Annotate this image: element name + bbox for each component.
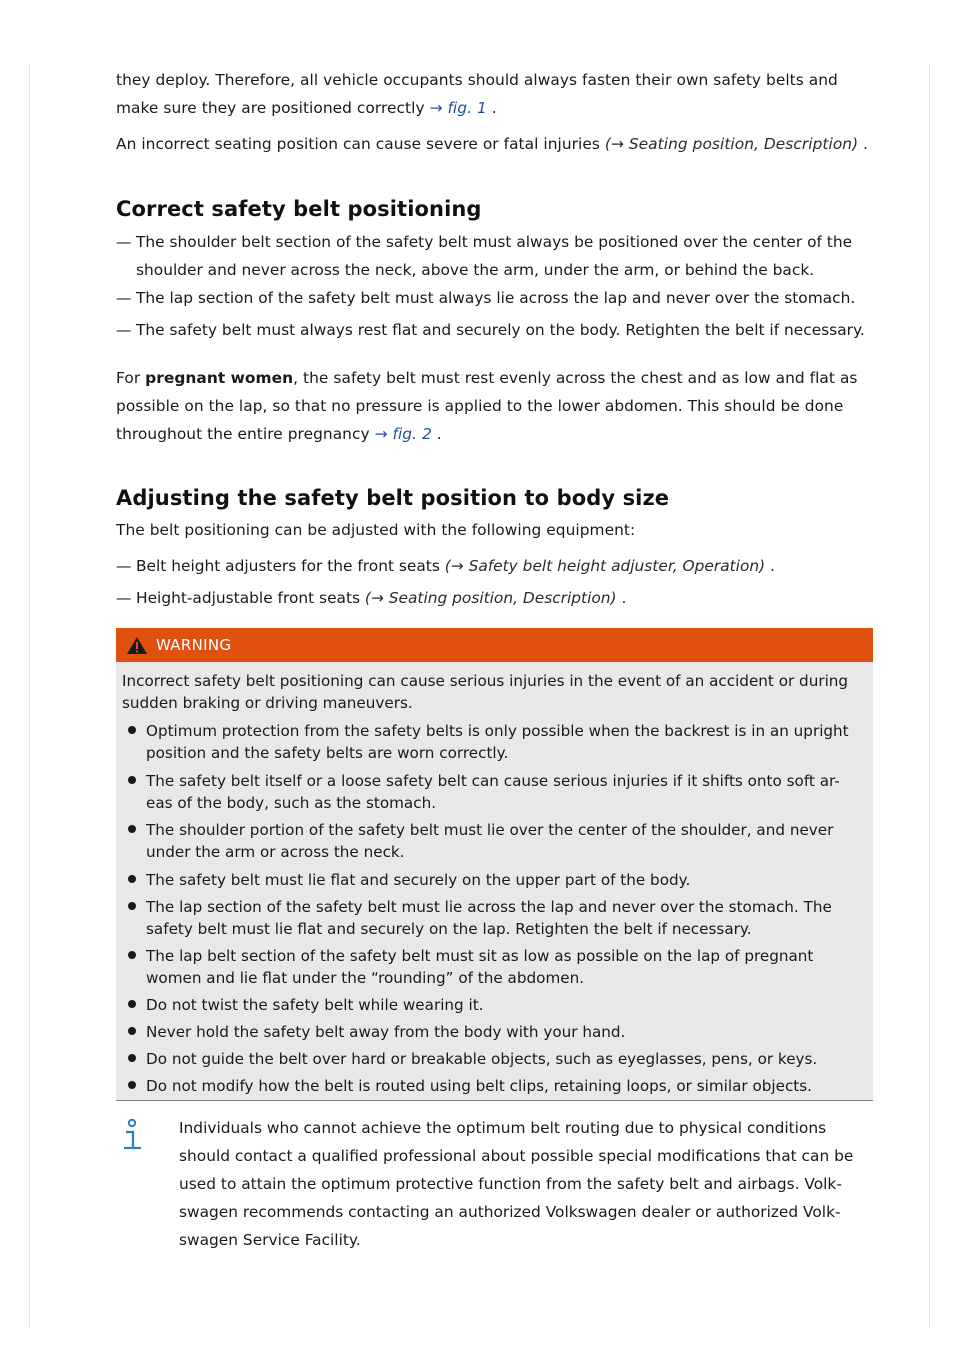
list-item: — The safety belt must always rest flat and securely on the body. Retighten the belt if necessary. bbox=[116, 321, 865, 339]
warning-bullet: The safety belt must lie flat and securely on the upper part of the body. bbox=[128, 869, 690, 891]
fig-1-link[interactable]: → fig. 1 bbox=[429, 99, 487, 117]
warning-bullet: Do not modify how the belt is routed using belt clips, retaining loops, or similar objects. bbox=[128, 1075, 812, 1097]
warning-title: WARNING bbox=[156, 636, 232, 654]
warning-box bbox=[116, 628, 873, 1101]
warning-bullet: Do not twist the safety belt while wearing it. bbox=[128, 994, 484, 1016]
section2-intro: The belt positioning can be adjusted with the following equipment: bbox=[116, 521, 636, 539]
list-item: — The lap section of the safety belt must always lie across the lap and never over the stomach. bbox=[116, 289, 856, 307]
belt-height-adjuster-link[interactable]: (→ Safety belt height adjuster, Operation) bbox=[444, 557, 766, 575]
warning-bullet: The lap belt section of the safety belt must sit as low as possible on the lap of pregnant women and lie flat under the “rounding” of the abdomen. bbox=[128, 945, 813, 989]
intro-line-1: they deploy. Therefore, all vehicle occupants should always fasten their own safety belts and bbox=[116, 71, 838, 89]
intro-line-3: An incorrect seating position can cause severe or fatal injuries (→ Seating position, Description) . bbox=[116, 135, 869, 153]
info-icon bbox=[121, 1118, 143, 1152]
pregnant-para-line-1: For pregnant women, the safety belt must rest evenly across the chest and as low and flat as bbox=[116, 369, 858, 387]
warning-bullet: Optimum protection from the safety belts is only possible when the backrest is in an upright position and the safety belts are worn correctly. bbox=[128, 720, 849, 764]
warning-bullet: The shoulder portion of the safety belt must lie over the center of the shoulder, and never under the arm or across the neck. bbox=[128, 819, 833, 863]
list-item: — Height-adjustable front seats (→ Seating position, Description) . bbox=[116, 589, 627, 607]
warning-intro: Incorrect safety belt positioning can cause serious injuries in the event of an accident or during sudden braking or driving maneuvers. bbox=[122, 672, 849, 712]
pregnant-para-line-3: throughout the entire pregnancy → fig. 2 . bbox=[116, 425, 442, 443]
list-item: — Belt height adjusters for the front seats (→ Safety belt height adjuster, Operation) . bbox=[116, 557, 775, 575]
warning-triangle-icon bbox=[126, 636, 148, 655]
warning-bullet: Do not guide the belt over hard or breakable objects, such as eyeglasses, pens, or keys. bbox=[128, 1048, 817, 1070]
section-heading-correct-positioning: Correct safety belt positioning bbox=[116, 197, 482, 221]
seating-position-link[interactable]: (→ Seating position, Description) bbox=[604, 135, 859, 153]
page-right-rule bbox=[929, 64, 930, 1328]
section-heading-adjusting: Adjusting the safety belt position to body size bbox=[116, 486, 670, 510]
list-item: — The shoulder belt section of the safety belt must always be positioned over the center of the shoulder and never across the neck, above the arm, under the arm, or behind the back. bbox=[116, 233, 853, 279]
pregnant-para-line-2: possible on the lap, so that no pressure is applied to the lower abdomen. This should be done bbox=[116, 397, 844, 415]
info-note: Individuals who cannot achieve the optimum belt routing due to physical conditions should contact a qualified professional about possible special modifications that can be used to attain the optimum protective function from the safety belt and airbags. Volk- swagen recommends contacting an authorized Volkswagen dealer or authorized Volk- swagen Service Facility. bbox=[179, 1119, 854, 1249]
seating-position-link-2[interactable]: (→ Seating position, Description) bbox=[364, 589, 617, 607]
warning-bullet: The lap section of the safety belt must lie across the lap and never over the stomach. The safety belt must lie flat and securely on the lap. Retighten the belt if necessary. bbox=[128, 896, 832, 940]
intro-line-2: make sure they are positioned correctly → fig. 1 . bbox=[116, 99, 497, 117]
warning-bullet: The safety belt itself or a loose safety belt can cause serious injuries if it shifts onto soft ar- eas of the body, such as the stomach. bbox=[128, 770, 840, 814]
page-left-rule bbox=[29, 64, 30, 1328]
warning-bullet: Never hold the safety belt away from the body with your hand. bbox=[128, 1021, 625, 1043]
warning-header bbox=[116, 628, 873, 662]
fig-2-link[interactable]: → fig. 2 bbox=[374, 425, 432, 443]
